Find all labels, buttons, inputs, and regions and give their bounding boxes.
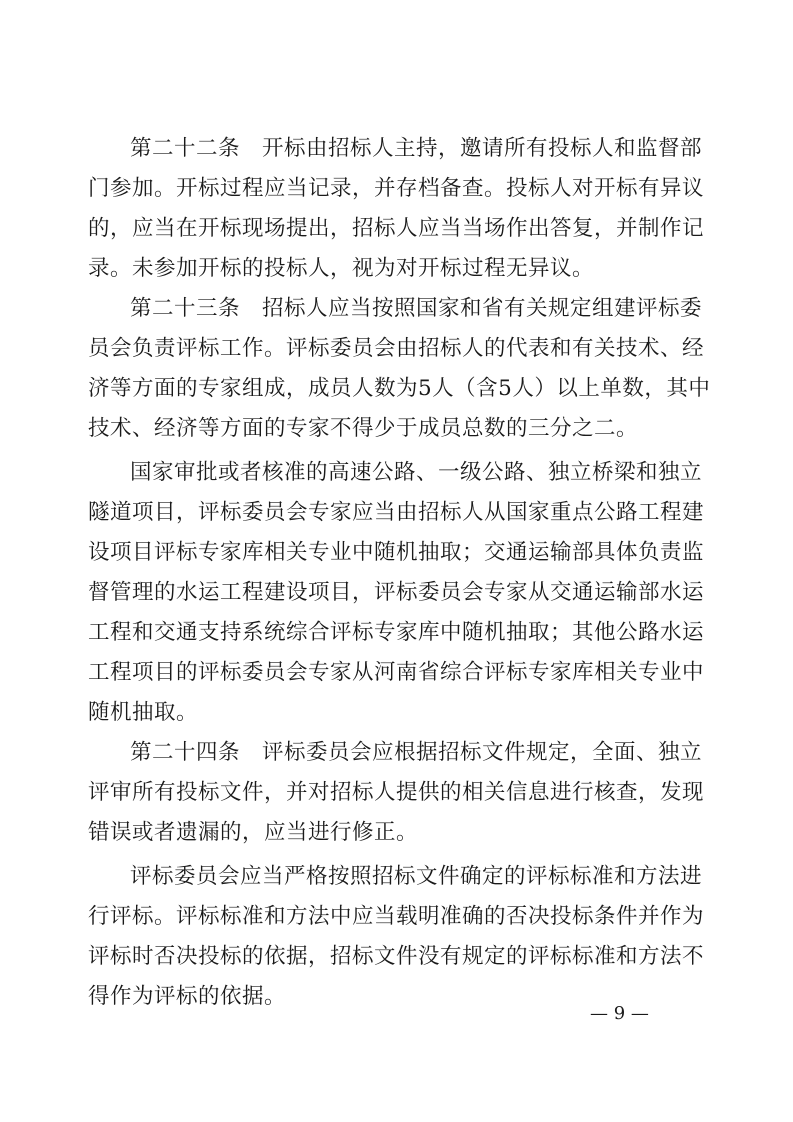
text-line: 评标时否决投标的依据，招标文件没有规定的评标标准和方法不 [88, 944, 705, 969]
text-line: 评标委员会应当严格按照招标文件确定的评标标准和方法进 [130, 864, 703, 889]
text-line: 工程项目的评标委员会专家从河南省综合评标专家库相关专业中 [88, 660, 705, 685]
text-line: 技术、经济等方面的专家不得少于成员总数的三分之二。 [88, 416, 639, 441]
text-line: 第二十二条 开标由招标人主持，邀请所有投标人和监督部 [130, 136, 703, 161]
text-line: 错误或者遗漏的，应当进行修正。 [88, 820, 419, 845]
text-line: 得作为评标的依据。 [88, 984, 287, 1009]
text-line: 隧道项目，评标委员会专家应当由招标人从国家重点公路工程建 [88, 500, 705, 525]
text-line: 录。未参加开标的投标人，视为对开标过程无异议。 [88, 256, 595, 281]
text-line: 第二十四条 评标委员会应根据招标文件规定，全面、独立 [130, 740, 703, 765]
text-line: 设项目评标专家库相关专业中随机抽取；交通运输部具体负责监 [88, 540, 705, 565]
text-line: 督管理的水运工程建设项目，评标委员会专家从交通运输部水运 [88, 580, 705, 605]
page-number: — 9 — [590, 1003, 649, 1024]
text-line: 的，应当在开标现场提出，招标人应当当场作出答复，并制作记 [88, 216, 705, 241]
text-line: 济等方面的专家组成，成员人数为5人（含5人）以上单数，其中 [88, 376, 711, 401]
text-line: 第二十三条 招标人应当按照国家和省有关规定组建评标委 [130, 296, 703, 321]
text-line: 工程和交通支持系统综合评标专家库中随机抽取；其他公路水运 [88, 620, 705, 645]
text-line: 评审所有投标文件，并对招标人提供的相关信息进行核查，发现 [88, 780, 705, 805]
text-line: 国家审批或者核准的高速公路、一级公路、独立桥梁和独立 [130, 460, 703, 485]
text-line: 行评标。评标标准和方法中应当载明准确的否决投标条件并作为 [88, 904, 705, 929]
text-line: 员会负责评标工作。评标委员会由招标人的代表和有关技术、经 [88, 336, 705, 361]
text-line: 门参加。开标过程应当记录，并存档备查。投标人对开标有异议 [88, 176, 705, 201]
text-line: 随机抽取。 [88, 700, 199, 725]
